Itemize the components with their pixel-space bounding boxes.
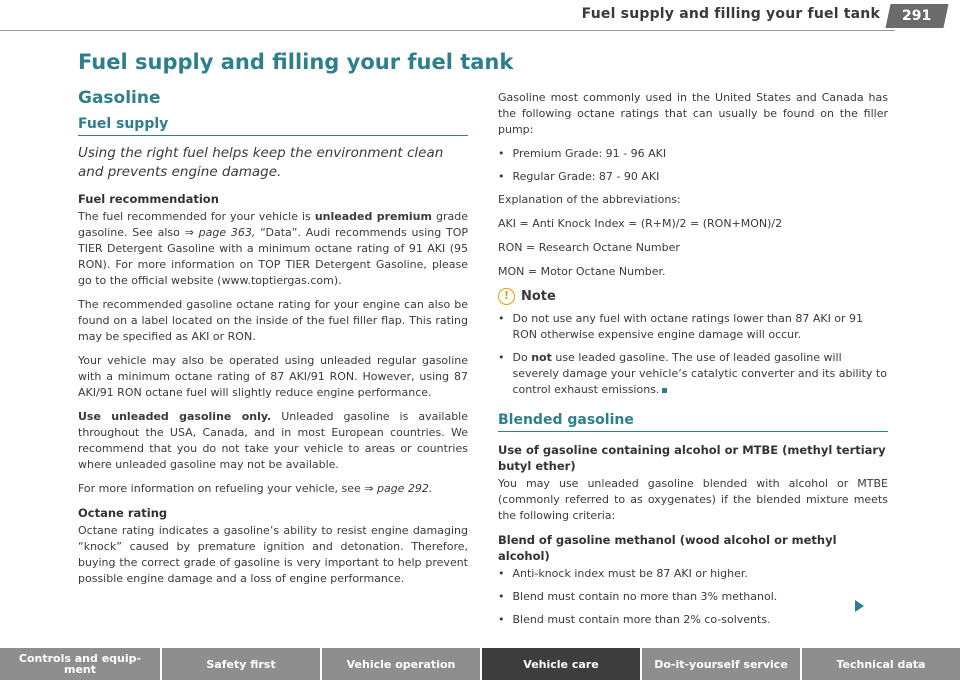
page-number: 291 xyxy=(902,8,932,24)
list-item xyxy=(498,612,888,628)
page-ref-link-292[interactable]: page 292. xyxy=(376,482,433,495)
text: Unleaded gasoline is available throughout the USA, Canada, and in most European countries. We recommend that you do not take your vehicle to areas or countries where unleaded gasoline may not be available. xyxy=(78,410,469,471)
alcohol-mtbe-heading: Use of gasoline containing alcohol or MTBE (methyl tertiary butyl ether) xyxy=(498,443,886,473)
subsection-heading-blended-gasoline: Blended gasoline xyxy=(498,412,888,432)
list-item-text: Blend must contain no more than 3% methanol. xyxy=(512,590,778,603)
paragraph-oxygenates: You may use unleaded gasoline blended with alcohol or MTBE (commonly referred to as oxygenates) if the blended mixture meets the following criteria: xyxy=(498,477,888,522)
caution-icon: ! xyxy=(498,288,515,305)
paragraph-octane-rating: Octane rating indicates a gasoline’s ability to resist engine damaging “knock” caused by premature ignition and detonation. Therefore, buying the correct grade of gasoline is very important to help prevent possible engine damage and a loss of engine performance. xyxy=(78,524,468,585)
bold-text: unleaded premium xyxy=(314,210,432,223)
bullet-dot: • xyxy=(498,147,505,160)
running-header-title: Fuel supply and filling your fuel tank xyxy=(581,6,880,22)
paragraph-regular-gasoline: Your vehicle may also be operated using unleaded regular gasoline with a minimum octane rating of 87 AKI/91 RON. However, using 87 AKI/91 RON octane fuel will slightly reduce engine performance. xyxy=(78,354,468,399)
list-item xyxy=(498,589,888,605)
definition-ron: RON = Research Octane Number xyxy=(498,241,680,254)
subsection-heading-fuel-supply: Fuel supply xyxy=(78,116,468,136)
tab-controls-and-equipment[interactable]: Controls and equip- ment xyxy=(0,648,160,680)
list-item-text xyxy=(513,350,889,398)
paragraph-refueling-ref xyxy=(78,481,468,497)
chapter-tab-bar xyxy=(0,648,960,680)
tab-safety-first[interactable]: Safety first xyxy=(162,648,320,680)
list-item xyxy=(498,146,888,162)
definition-aki: AKI = Anti Knock Index = (R+M)/2 = (RON+MON)/2 xyxy=(498,217,783,230)
page-number-badge xyxy=(885,4,948,28)
text: use leaded gasoline. The use of leaded gasoline will severely damage your vehicle’s catalytic converter and its ability to control exhaust emissions. xyxy=(512,351,887,396)
paragraph-unleaded-only xyxy=(78,409,468,473)
bold-text: Use unleaded gasoline only. xyxy=(78,410,272,423)
paragraph-octane-label: The recommended gasoline octane rating for your engine can also be found on a label located on the inside of the fuel filler flap. This rating may be specified as AKI or RON. xyxy=(78,298,468,343)
page-ref-link-363[interactable]: page 363, xyxy=(198,226,256,239)
note-label: Note xyxy=(521,288,556,304)
paragraph-octane-ratings-us: Gasoline most commonly used in the United States and Canada has the following octane ratings that can usually be found on the filler pump: xyxy=(498,91,888,136)
methanol-blend-heading: Blend of gasoline methanol (wood alcohol or methyl alcohol) xyxy=(498,533,837,563)
text: grade gasoline. See also ⇒ xyxy=(78,210,468,239)
end-of-section-marker xyxy=(662,388,667,393)
bullet-dot: • xyxy=(498,613,505,626)
bullet-dot: • xyxy=(498,170,505,183)
octane-rating-heading: Octane rating xyxy=(78,506,168,520)
text: Do xyxy=(512,351,532,364)
list-item-text: Anti-knock index must be 87 AKI or higher. xyxy=(512,567,748,580)
list-item xyxy=(498,311,888,343)
tab-vehicle-care[interactable]: Vehicle care xyxy=(482,648,640,680)
note-heading xyxy=(498,288,888,305)
page-header xyxy=(0,0,960,30)
right-column xyxy=(498,90,888,635)
list-item xyxy=(498,350,888,398)
text: “Data”. Audi recommends using TOP TIER Detergent Gasoline with a minimum octane rating of 91 AKI (95 RON). For more information on TOP TIER Detergent Gasoline, please go to the official website (www.toptiergas.com). xyxy=(78,226,468,287)
chapter-title: Fuel supply and filling your fuel tank xyxy=(78,50,514,74)
list-item xyxy=(498,566,888,582)
continue-arrow-icon xyxy=(855,600,864,612)
text: The fuel recommended for your vehicle is xyxy=(78,210,315,223)
list-item xyxy=(498,169,888,185)
bullet-dot: • xyxy=(498,590,505,603)
tab-technical-data[interactable]: Technical data xyxy=(802,648,960,680)
list-item-text: Premium Grade: 91 - 96 AKI xyxy=(512,147,667,160)
text: For more information on refueling your vehicle, see ⇒ xyxy=(78,482,377,495)
lead-paragraph: Using the right fuel helps keep the environment clean and prevents engine damage. xyxy=(78,145,444,180)
bold-text: not xyxy=(531,351,552,364)
section-heading-gasoline: Gasoline xyxy=(78,88,161,108)
list-item-text: Regular Grade: 87 - 90 AKI xyxy=(512,170,660,183)
fuel-recommendation-heading: Fuel recommendation xyxy=(78,192,219,206)
paragraph-fuel-recommended xyxy=(78,209,468,289)
paragraph-abbreviations: Explanation of the abbreviations: xyxy=(498,193,681,206)
list-item-text: Blend must contain more than 2% co-solvents. xyxy=(512,613,771,626)
bullet-dot: • xyxy=(498,312,505,325)
tab-vehicle-operation[interactable]: Vehicle operation xyxy=(322,648,480,680)
definition-mon: MON = Motor Octane Number. xyxy=(498,265,666,278)
list-item-text: Do not use any fuel with octane ratings lower than 87 AKI or 91 RON otherwise expensive engine damage will occur. xyxy=(512,312,864,341)
bullet-dot: • xyxy=(498,351,505,364)
left-column xyxy=(78,90,468,595)
header-divider xyxy=(0,30,895,31)
bullet-dot: • xyxy=(498,567,505,580)
tab-do-it-yourself-service[interactable]: Do-it-yourself service xyxy=(642,648,800,680)
